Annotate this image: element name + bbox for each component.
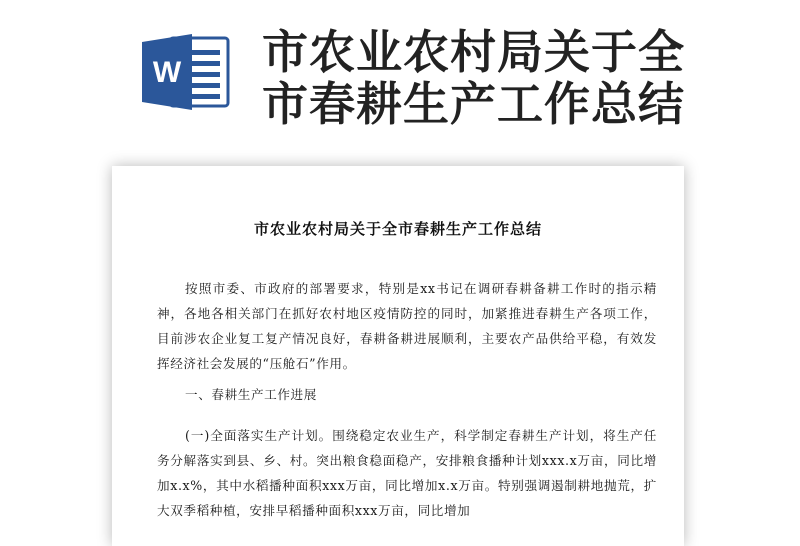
cover-banner (0, 0, 800, 150)
section-heading: 一、春耕生产工作进展 (185, 387, 317, 402)
word-logo-letter: W (152, 56, 182, 89)
cover-title (262, 26, 782, 130)
cover-title-line-1: 市农业农村局关于全 (262, 25, 685, 79)
document-page-preview (112, 166, 684, 546)
document-heading: 市农业农村局关于全市春耕生产工作总结 (253, 220, 542, 238)
word-document-icon (140, 32, 232, 112)
intro-paragraph: 按照市委、市政府的部署要求，特别是xx书记在调研春耕备耕工作时的指示精神，各地各相关部门在抓好农村地区疫情防控的同时，加紧推进春耕生产各项工作，目前涉农企业复工复产情况良好，春耕备耕进展顺利，主要农产品供给平稳，有效发挥经济社会发展的“压舱石”作用。 (157, 281, 657, 371)
cover-title-line-2: 市春耕生产工作总结 (262, 77, 685, 131)
section-paragraph: (一)全面落实生产计划。围绕稳定农业生产，科学制定春耕生产计划，将生产任务分解落实到县、乡、村。突出粮食稳面稳产，安排粮食播种计划xxx.x万亩，同比增加x.x%，其中水稻播种面积xxx万亩，同比增加x.x万亩。特别强调遏制耕地抛荒，扩大双季稻种植，安排早稻播种面积xxx万亩，同比增加 (157, 428, 657, 518)
